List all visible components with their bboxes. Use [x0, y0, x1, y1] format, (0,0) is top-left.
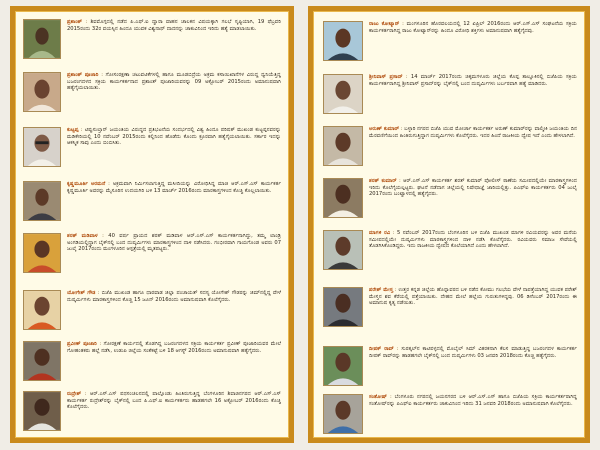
victim-name: ರಾಜು ಕೋಟ್ಯಾನ್ [369, 21, 400, 27]
portrait-photo [323, 346, 363, 386]
victim-description: ಆರ್.ಎಸ್.ಎಸ್ ಪಥಸಂಚಲನದಲ್ಲಿ ಪಾಲ್ಗೊಂಡು ಹಿಂತಿರುಗುತ್ತಿದ್ದ ಬೆಂಗಳೂರಿನ ಶಿವಾಜಿನಗರದ ಆರ್.ಎಸ್.ಎಸ್ ಕಾರ್ಯಕರ್ತ ರುದ್ರೇಶ್‌ರನ್ನು ಬೈಕ್‌ನಲ್ಲಿ ಬಂದ ಪಿ.ಎಫ್.ಐ ಕಾರ್ಯಕರ್ತರು ಹಾಡಹಗಲೇ 16 ಅಕ್ಟೋಬರ್ 2016ರಂದು ಕೊಚ್ಚಿ ಕೊಲೆಗೈದರು. [67, 391, 281, 411]
portrait-photo [23, 72, 61, 112]
entry-text: ಸಂತೋಷ್ : ಬೆಂಗಳೂರು ನಗರದಲ್ಲಿ ಜಯನಗರದ ಬಳಿ ಆರ್.ಎಸ್.ಎಸ್ ಹಾಗೂ ಬಿಜೆಪಿಯ ಸಕ್ರಿಯ ಕಾರ್ಯಕರ್ತರಾಗಿದ್ದ ಸಂತೋಷ್‌ರನ್ನು ಪಿಎಫ್‌ಐ ಕಾರ್ಯಕರ್ತರು ಚಾಕುವಿನಿಂದ ಇರಿದು 31 ಜನವರಿ 2018ರಂದು ಅಮಾನುಷವಾಗಿ ಕೊಲೆಗೈದರು. [369, 394, 577, 407]
victim-name: ಕೃಷ್ಣಮೂರ್ತಿ ಅರಮನೆ [67, 181, 106, 187]
entry-text: ಯೋಗೇಶ್ ಗೌಡ : ಬಿಜೆಪಿ ಮುಖಂಡ ಹಾಗೂ ಧಾರವಾಡ ಜಿಲ್ಲಾ ಪಂಚಾಯತ್ ಸದಸ್ಯ ಯೋಗೇಶ್ ಗೌಡರನ್ನು ಜಿಮ್‌ನಲ್ಲಿದ್ದ ವೇಳೆ ದುಷ್ಕರ್ಮಿಗಳು ಮಾರಕಾಸ್ತ್ರಗಳಿಂದ ಕೊಚ್ಚಿ 15 ಜೂನ್ 2016ರಂದು ಅಮಾನುಷವಾಗಿ ಕೊಲೆಗೈದರು. [67, 290, 281, 303]
entry-text: ಕುಟ್ಟಪ್ಪ : ಟಿಪ್ಪುಸುಲ್ತಾನ್ ಜಯಂತಿಯ ವಿರುದ್ಧದ ಪ್ರತಿಭಟನೆಯ ಸಂದರ್ಭದಲ್ಲಿ ವಿಶ್ವ ಹಿಂದೂ ಪರಿಷತ್ ಮುಖಂಡ ಕುಟ್ಟಪ್ಪನವರನ್ನು ಮಡಿಕೇರಿಯಲ್ಲಿ 10 ನವೆಂಬರ್ 2015ರಂದು ಕಲ್ಲಿನಿಂದ ಹೊಡೆದು ಕೊಂದು ಕ್ರೂರವಾಗಿ ಹತ್ಯೆಗೈಯಲಾಯಿತು. ಸರ್ಕಾರ ಇದನ್ನು ಆಕಸ್ಮಿಕ ಸಾವು ಎಂದು ಬಿಂಬಿಸಿತು. [67, 127, 281, 147]
victim-description: ಬಿಜೆಪಿ ಮುಖಂಡ ಹಾಗೂ ಧಾರವಾಡ ಜಿಲ್ಲಾ ಪಂಚಾಯತ್ ಸದಸ್ಯ ಯೋಗೇಶ್ ಗೌಡರನ್ನು ಜಿಮ್‌ನಲ್ಲಿದ್ದ ವೇಳೆ ದುಷ್ಕರ್ಮಿಗಳು ಮಾರಕಾಸ್ತ್ರಗಳಿಂದ ಕೊಚ್ಚಿ 15 ಜೂನ್ 2016ರಂದು ಅಮಾನುಷವಾಗಿ ಕೊಲೆಗೈದರು. [67, 290, 281, 303]
portrait-photo [23, 181, 61, 221]
entry-text: ರಾಜು ಕೋಟ್ಯಾನ್ : ಮಂಗಳೂರಿನ ಹೊರವಲಯದಲ್ಲಿ 12 ಏಪ್ರಿಲ್ 2016ರಂದು ಆರ್.ಎಸ್.ಎಸ್ ಸಂಘಟನೆಯ ಸಕ್ರಿಯ ಕಾರ್ಯಕರ್ತರಾಗಿದ್ದ ರಾಜು ಕೋಟ್ಯಾನ್‌ರನ್ನು ಹಿಂದೂ ವಿರೋಧಿ ಶಕ್ತಿಗಳು ಅಮಾನುಷವಾಗಿ ಹತ್ಯೆಗೈದವು. [369, 21, 577, 34]
victim-description: ಆರ್.ಎಸ್.ಎಸ್ ಕಾರ್ಯಕರ್ತ ಶರತ್ ಕುಮಾರ್ ಪೋಲೀಸ್ ಠಾಣೆಯ ಸಮೀಪದಲ್ಲಿಯೇ ಮಾರಕಾಸ್ತ್ರಗಳಿಂದ ಇರಿದು ಕೊಲೆಗೈಯಲ್ಪಟ್ಟರು. ಘಟನೆ ನಡೆದಾಗ ಜಿಲ್ಲೆಯಲ್ಲಿ ನಿಷೇಧಾಜ್ಞೆ ಜಾರಿಯಲ್ಲಿತ್ತು. ಪಿಎಫ್‌ಐ ಕಾರ್ಯಕರ್ತರು 04 ಜುಲೈ 2017ರಂದು ಬಂಟ್ವಾಳದಲ್ಲಿ ಹತ್ಯೆಗೈದರು. [369, 178, 577, 198]
victim-description: ಮಂಗಳೂರಿನ ಹೊರವಲಯದಲ್ಲಿ 12 ಏಪ್ರಿಲ್ 2016ರಂದು ಆರ್.ಎಸ್.ಎಸ್ ಸಂಘಟನೆಯ ಸಕ್ರಿಯ ಕಾರ್ಯಕರ್ತರಾಗಿದ್ದ ರಾಜು ಕೋಟ್ಯಾನ್‌ರನ್ನು ಹಿಂದೂ ವಿರೋಧಿ ಶಕ್ತಿಗಳು ಅಮಾನುಷವಾಗಿ ಹತ್ಯೆಗೈದವು. [369, 21, 577, 34]
victim-name: ರುದ್ರೇಶ್ [67, 391, 82, 397]
portrait-photo [23, 127, 61, 167]
entry-text: ಪ್ರಶಾಂತ್ ಪೂಜಾರಿ : ಗೋಸಂರಕ್ಷಣಾ ಚಟುವಟಿಕೆಗಳಲ್ಲಿ ಹಾಗೂ ಮೂಡಬಿದ್ರೆಯ ಅಕ್ರಮ ಕಸಾಯಿಖಾನೆಗಳ ವಿರುದ್ಧ ಧ್ವನಿಯೆತ್ತಿದ್ದ ಬಜರಂಗದಳದ ಸಕ್ರಿಯ ಕಾರ್ಯಕರ್ತನಾದ ಪ್ರಶಾಂತ್ ಪೂಜಾರಿಯವರನ್ನು 09 ಅಕ್ಟೋಬರ್ 2015ರಂದು ಅಮಾನುಷವಾಗಿ ಹತ್ಯೆಗೈಯಲಾಯಿತು. [67, 72, 281, 92]
victim-description: 40 ವರ್ಷ ಪ್ರಾಯದ ಶರತ್ ಮಡಿವಾಳ ಆರ್.ಎಸ್.ಎಸ್ ಕಾರ್ಯಕರ್ತನಾಗಿದ್ದು, ತಮ್ಮ ಲಾಂಡ್ರಿ ಅಂಗಡಿಯಲ್ಲಿದ್ದಾಗ ಬೈಕ್‌ನಲ್ಲಿ ಬಂದ ದುಷ್ಕರ್ಮಿಗಳು ಮಾರಕಾಸ್ತ್ರಗಳಿಂದ ದಾಳಿ ನಡೆಸಿದರು. ಗಂಭೀರವಾಗಿ ಗಾಯಗೊಂಡ ಅವರು 07 ಜುಲೈ 2017ರಂದು ಮಂಗಳೂರಿನ ಆಸ್ಪತ್ರೆಯಲ್ಲಿ ಮೃತಪಟ್ಟರು. [67, 233, 281, 253]
portrait-photo [323, 178, 363, 218]
portrait-photo [323, 21, 363, 61]
portrait-photo [323, 287, 363, 327]
portrait-photo [323, 126, 363, 166]
victim-name: ಶರತ್ ಕುಮಾರ್ [369, 178, 397, 184]
victim-description: ಉತ್ತರ ಕನ್ನಡ ಜಿಲ್ಲೆಯ ಹೊನ್ನಾವರದ ಬಳಿ ನಡೆದ ಕೋಮು ಗಲಭೆಯ ವೇಳೆ ನಾಪತ್ತೆಯಾಗಿದ್ದ ಯುವಕ ಪರೇಶ್ ಮೇಸ್ತನ ಶವ ಕೆರೆಯಲ್ಲಿ ಪತ್ತೆಯಾಯಿತು. ದೇಹದ ಮೇಲೆ ಹಲ್ಲೆಯ ಗುರುತುಗಳಿದ್ದವು. 06 ಡಿಸೆಂಬರ್ 2017ರಂದು ಈ ಅಮಾನುಷ ಕೃತ್ಯ ನಡೆಯಿತು. [369, 287, 577, 307]
entry-text: ಶರತ್ ಮಡಿವಾಳ : 40 ವರ್ಷ ಪ್ರಾಯದ ಶರತ್ ಮಡಿವಾಳ ಆರ್.ಎಸ್.ಎಸ್ ಕಾರ್ಯಕರ್ತನಾಗಿದ್ದು, ತಮ್ಮ ಲಾಂಡ್ರಿ ಅಂಗಡಿಯಲ್ಲಿದ್ದಾಗ ಬೈಕ್‌ನಲ್ಲಿ ಬಂದ ದುಷ್ಕರ್ಮಿಗಳು ಮಾರಕಾಸ್ತ್ರಗಳಿಂದ ದಾಳಿ ನಡೆಸಿದರು. ಗಂಭೀರವಾಗಿ ಗಾಯಗೊಂಡ ಅವರು 07 ಜುಲೈ 2017ರಂದು ಮಂಗಳೂರಿನ ಆಸ್ಪತ್ರೆಯಲ್ಲಿ ಮೃತಪಟ್ಟರು. [67, 233, 281, 253]
portrait-photo [323, 74, 363, 114]
entry-text: ಶ್ರೀನಿವಾಸ್ ಪ್ರಸಾದ್ : 14 ಮಾರ್ಚ್ 2017ರಂದು ಚಿಕ್ಕಮಗಳೂರು ಜಿಲ್ಲೆಯ ಕೊಪ್ಪ ತಾಲ್ಲೂಕಿನಲ್ಲಿ ಬಿಜೆಪಿಯ ಸಕ್ರಿಯ ಕಾರ್ಯಕರ್ತರಾಗಿದ್ದ ಶ್ರೀನಿವಾಸ್ ಪ್ರಸಾದ್‌ರನ್ನು ಬೈಕ್‌ನಲ್ಲಿ ಬಂದ ದುಷ್ಕರ್ಮಿಗಳು ಬರ್ಬರವಾಗಿ ಹತ್ಯೆ ಮಾಡಿದರು. [369, 74, 577, 87]
victim-description: ಬಳ್ಳಾರಿ ನಗರದ ಬಿಜೆಪಿ ಯುವ ಮೋರ್ಚಾ ಕಾರ್ಯಕರ್ತ ಅರುಣ್ ಕುಮಾರ್‌ರನ್ನು ವಾಲ್ಮೀಕಿ ಜಯಂತಿಯ ದಿನ ಮೆರವಣಿಗೆಯಿಂದ ಹಿಂತಿರುಗುತ್ತಿದ್ದಾಗ ದುಷ್ಕರ್ಮಿಗಳು ಕೊಲೆಗೈದರು. ಇದರ ಹಿಂದೆ ರಾಜಕೀಯ ದ್ವೇಷ ಇದೆ ಎಂದು ಹೇಳಲಾಗಿದೆ. [369, 126, 577, 139]
entry-text: ಮಾಗಳಿ ರವಿ : 5 ನವೆಂಬರ್ 2017ರಂದು ಬೆಂಗಳೂರಿನ ಬಳಿ ಬಿಜೆಪಿ ಮುಖಂಡ ಮಾಗಳಿ ರವಿಯವರನ್ನು ಅವರ ಮನೆಯ ಸಮೀಪದಲ್ಲಿಯೇ ದುಷ್ಕರ್ಮಿಗಳು ಮಾರಕಾಸ್ತ್ರಗಳಿಂದ ದಾಳಿ ನಡೆಸಿ ಕೊಲೆಗೈದರು. ರವಿಯವರು ಸಮಾಜ ಸೇವೆಯಲ್ಲಿ ತೊಡಗಿಸಿಕೊಂಡಿದ್ದರು. ಇದು ರಾಜಕೀಯ ದ್ವೇಷದ ಕೊಲೆಯಾಗಿದೆ ಎಂದು ಹೇಳಲಾಗಿದೆ. [369, 230, 577, 250]
victim-name: ಶರತ್ ಮಡಿವಾಳ [67, 233, 98, 239]
entry-text: ಪ್ರಶಾಂತ್ : ಶಿವಮೊಗ್ಗದಲ್ಲಿ ನಡೆದ ಪಿ.ಎಫ್.ಐ ದ್ವಾರಾ ವಾಹನ ಚಾಲಕನ ವಿಷಯಕ್ಕಾಗಿ ಗಲಭೆ ಸೃಷ್ಟಿಯಾಗಿ, 19 ಫೆಬ್ರವರಿ 2015ರಂದು 32ರ ವಯಸ್ಸಿನ ಹಿಂದೂ ಯುವಕ ವಿಶ್ವನಾಥ್ ದಾದನನ್ನು ಚಾಕುವಿನಿಂದ ಇರಿದು ಹತ್ಯೆ ಮಾಡಲಾಯಿತು. [67, 19, 281, 32]
victim-name: ಪರೇಶ್ ಮೇಸ್ತ [369, 287, 394, 293]
victim-description: ಟಿಪ್ಪುಸುಲ್ತಾನ್ ಜಯಂತಿಯ ವಿರುದ್ಧದ ಪ್ರತಿಭಟನೆಯ ಸಂದರ್ಭದಲ್ಲಿ ವಿಶ್ವ ಹಿಂದೂ ಪರಿಷತ್ ಮುಖಂಡ ಕುಟ್ಟಪ್ಪನವರನ್ನು ಮಡಿಕೇರಿಯಲ್ಲಿ 10 ನವೆಂಬರ್ 2015ರಂದು ಕಲ್ಲಿನಿಂದ ಹೊಡೆದು ಕೊಂದು ಕ್ರೂರವಾಗಿ ಹತ್ಯೆಗೈಯಲಾಯಿತು. ಸರ್ಕಾರ ಇದನ್ನು ಆಕಸ್ಮಿಕ ಸಾವು ಎಂದು ಬಿಂಬಿಸಿತು. [67, 127, 281, 147]
victim-name: ಪ್ರಶಾಂತ್ [67, 19, 82, 25]
victim-name: ಸಂತೋಷ್ [369, 394, 388, 400]
portrait-photo [323, 230, 363, 270]
victim-description: ಅಕ್ರಮವಾಗಿ ನಿರ್ಮಿಸಲಾಗುತ್ತಿದ್ದ ಮಸೀದಿಯನ್ನು ವಿರೋಧಿಸಿದ್ದ ಮಾಜಿ ಆರ್.ಎಸ್.ಎಸ್ ಕಾರ್ಯಕರ್ತ ಕೃಷ್ಣಮೂರ್ತಿ ಅವರನ್ನು ಮೈಸೂರಿನ ಉದಯಗಿರಿ ಬಳಿ 13 ಮಾರ್ಚ್ 2016ರಂದು ಮಾರಕಾಸ್ತ್ರಗಳಿಂದ ಕೊಚ್ಚಿ ಕೊಲ್ಲಲಾಯಿತು. [67, 181, 281, 194]
victim-description: ಗೋಸಂರಕ್ಷಣಾ ಚಟುವಟಿಕೆಗಳಲ್ಲಿ ಹಾಗೂ ಮೂಡಬಿದ್ರೆಯ ಅಕ್ರಮ ಕಸಾಯಿಖಾನೆಗಳ ವಿರುದ್ಧ ಧ್ವನಿಯೆತ್ತಿದ್ದ ಬಜರಂಗದಳದ ಸಕ್ರಿಯ ಕಾರ್ಯಕರ್ತನಾದ ಪ್ರಶಾಂತ್ ಪೂಜಾರಿಯವರನ್ನು 09 ಅಕ್ಟೋಬರ್ 2015ರಂದು ಅಮಾನುಷವಾಗಿ ಹತ್ಯೆಗೈಯಲಾಯಿತು. [67, 72, 281, 92]
victim-name: ಪ್ರವೀಣ್ ಪೂಜಾರಿ [67, 341, 97, 347]
entry-text: ಪರೇಶ್ ಮೇಸ್ತ : ಉತ್ತರ ಕನ್ನಡ ಜಿಲ್ಲೆಯ ಹೊನ್ನಾವರದ ಬಳಿ ನಡೆದ ಕೋಮು ಗಲಭೆಯ ವೇಳೆ ನಾಪತ್ತೆಯಾಗಿದ್ದ ಯುವಕ ಪರೇಶ್ ಮೇಸ್ತನ ಶವ ಕೆರೆಯಲ್ಲಿ ಪತ್ತೆಯಾಯಿತು. ದೇಹದ ಮೇಲೆ ಹಲ್ಲೆಯ ಗುರುತುಗಳಿದ್ದವು. 06 ಡಿಸೆಂಬರ್ 2017ರಂದು ಈ ಅಮಾನುಷ ಕೃತ್ಯ ನಡೆಯಿತು. [369, 287, 577, 307]
portrait-photo [23, 341, 61, 381]
entry-text: ಕೃಷ್ಣಮೂರ್ತಿ ಅರಮನೆ : ಅಕ್ರಮವಾಗಿ ನಿರ್ಮಿಸಲಾಗುತ್ತಿದ್ದ ಮಸೀದಿಯನ್ನು ವಿರೋಧಿಸಿದ್ದ ಮಾಜಿ ಆರ್.ಎಸ್.ಎಸ್ ಕಾರ್ಯಕರ್ತ ಕೃಷ್ಣಮೂರ್ತಿ ಅವರನ್ನು ಮೈಸೂರಿನ ಉದಯಗಿರಿ ಬಳಿ 13 ಮಾರ್ಚ್ 2016ರಂದು ಮಾರಕಾಸ್ತ್ರಗಳಿಂದ ಕೊಚ್ಚಿ ಕೊಲ್ಲಲಾಯಿತು. [67, 181, 281, 194]
victim-name: ಶ್ರೀನಿವಾಸ್ ಪ್ರಸಾದ್ [369, 74, 403, 80]
left-panel [10, 6, 294, 443]
victim-name: ಅರುಣ್ ಕುಮಾರ್ [369, 126, 400, 132]
right-panel [308, 6, 590, 443]
portrait-photo [323, 394, 363, 434]
victim-description: ಬೆಂಗಳೂರು ನಗರದಲ್ಲಿ ಜಯನಗರದ ಬಳಿ ಆರ್.ಎಸ್.ಎಸ್ ಹಾಗೂ ಬಿಜೆಪಿಯ ಸಕ್ರಿಯ ಕಾರ್ಯಕರ್ತರಾಗಿದ್ದ ಸಂತೋಷ್‌ರನ್ನು ಪಿಎಫ್‌ಐ ಕಾರ್ಯಕರ್ತರು ಚಾಕುವಿನಿಂದ ಇರಿದು 31 ಜನವರಿ 2018ರಂದು ಅಮಾನುಷವಾಗಿ ಕೊಲೆಗೈದರು. [369, 394, 577, 407]
portrait-photo [23, 391, 61, 431]
victim-description: ಶಿವಮೊಗ್ಗದಲ್ಲಿ ನಡೆದ ಪಿ.ಎಫ್.ಐ ದ್ವಾರಾ ವಾಹನ ಚಾಲಕನ ವಿಷಯಕ್ಕಾಗಿ ಗಲಭೆ ಸೃಷ್ಟಿಯಾಗಿ, 19 ಫೆಬ್ರವರಿ 2015ರಂದು 32ರ ವಯಸ್ಸಿನ ಹಿಂದೂ ಯುವಕ ವಿಶ್ವನಾಥ್ ದಾದನನ್ನು ಚಾಕುವಿನಿಂದ ಇರಿದು ಹತ್ಯೆ ಮಾಡಲಾಯಿತು. [67, 19, 281, 32]
entry-text: ದೀಪಕ್ ರಾವ್ : ಸುರತ್ಕಲ್‌ನ ಕಾಟಿಪಳ್ಳದಲ್ಲಿ ಮೊಬೈಲ್ ಸಿಮ್ ವಿತರಕನಾಗಿ ಕೆಲಸ ಮಾಡುತ್ತಿದ್ದ ಬಜರಂಗದಳ ಕಾರ್ಯಕರ್ತ ದೀಪಕ್ ರಾವ್‌ರನ್ನು ಹಾಡಹಗಲೇ ಬೈಕ್‌ನಲ್ಲಿ ಬಂದ ದುಷ್ಕರ್ಮಿಗಳು 03 ಜನವರಿ 2018ರಂದು ಕೊಚ್ಚಿ ಹತ್ಯೆಗೈದರು. [369, 346, 577, 359]
victim-description: 14 ಮಾರ್ಚ್ 2017ರಂದು ಚಿಕ್ಕಮಗಳೂರು ಜಿಲ್ಲೆಯ ಕೊಪ್ಪ ತಾಲ್ಲೂಕಿನಲ್ಲಿ ಬಿಜೆಪಿಯ ಸಕ್ರಿಯ ಕಾರ್ಯಕರ್ತರಾಗಿದ್ದ ಶ್ರೀನಿವಾಸ್ ಪ್ರಸಾದ್‌ರನ್ನು ಬೈಕ್‌ನಲ್ಲಿ ಬಂದ ದುಷ್ಕರ್ಮಿಗಳು ಬರ್ಬರವಾಗಿ ಹತ್ಯೆ ಮಾಡಿದರು. [369, 74, 577, 87]
victim-description: 5 ನವೆಂಬರ್ 2017ರಂದು ಬೆಂಗಳೂರಿನ ಬಳಿ ಬಿಜೆಪಿ ಮುಖಂಡ ಮಾಗಳಿ ರವಿಯವರನ್ನು ಅವರ ಮನೆಯ ಸಮೀಪದಲ್ಲಿಯೇ ದುಷ್ಕರ್ಮಿಗಳು ಮಾರಕಾಸ್ತ್ರಗಳಿಂದ ದಾಳಿ ನಡೆಸಿ ಕೊಲೆಗೈದರು. ರವಿಯವರು ಸಮಾಜ ಸೇವೆಯಲ್ಲಿ ತೊಡಗಿಸಿಕೊಂಡಿದ್ದರು. ಇದು ರಾಜಕೀಯ ದ್ವೇಷದ ಕೊಲೆಯಾಗಿದೆ ಎಂದು ಹೇಳಲಾಗಿದೆ. [369, 230, 577, 250]
victim-name: ಪ್ರಶಾಂತ್ ಪೂಜಾರಿ [67, 72, 99, 78]
entry-text: ಪ್ರವೀಣ್ ಪೂಜಾರಿ : ಗೋರಕ್ಷಣೆ ಕಾರ್ಯದಲ್ಲಿ ತೊಡಗಿದ್ದ ಬಜರಂಗದಳದ ಸಕ್ರಿಯ ಕಾರ್ಯಕರ್ತ ಪ್ರವೀಣ್ ಪೂಜಾರಿಯವರ ಮೇಲೆ ಗೋಹಂತಕರು ಹಲ್ಲೆ ನಡೆಸಿ, ಉಡುಪಿ ಜಿಲ್ಲೆಯ ಸಂತೆಕಟ್ಟೆ ಬಳಿ 18 ಆಗಸ್ಟ್ 2016ರಂದು ಅಮಾನುಷವಾಗಿ ಹತ್ಯೆಗೈದರು. [67, 341, 281, 354]
entry-text: ಶರತ್ ಕುಮಾರ್ : ಆರ್.ಎಸ್.ಎಸ್ ಕಾರ್ಯಕರ್ತ ಶರತ್ ಕುಮಾರ್ ಪೋಲೀಸ್ ಠಾಣೆಯ ಸಮೀಪದಲ್ಲಿಯೇ ಮಾರಕಾಸ್ತ್ರಗಳಿಂದ ಇರಿದು ಕೊಲೆಗೈಯಲ್ಪಟ್ಟರು. ಘಟನೆ ನಡೆದಾಗ ಜಿಲ್ಲೆಯಲ್ಲಿ ನಿಷೇಧಾಜ್ಞೆ ಜಾರಿಯಲ್ಲಿತ್ತು. ಪಿಎಫ್‌ಐ ಕಾರ್ಯಕರ್ತರು 04 ಜುಲೈ 2017ರಂದು ಬಂಟ್ವಾಳದಲ್ಲಿ ಹತ್ಯೆಗೈದರು. [369, 178, 577, 198]
victim-name: ಮಾಗಳಿ ರವಿ [369, 230, 391, 236]
portrait-photo [23, 19, 61, 59]
portrait-photo [23, 233, 61, 273]
victim-description: ಸುರತ್ಕಲ್‌ನ ಕಾಟಿಪಳ್ಳದಲ್ಲಿ ಮೊಬೈಲ್ ಸಿಮ್ ವಿತರಕನಾಗಿ ಕೆಲಸ ಮಾಡುತ್ತಿದ್ದ ಬಜರಂಗದಳ ಕಾರ್ಯಕರ್ತ ದೀಪಕ್ ರಾವ್‌ರನ್ನು ಹಾಡಹಗಲೇ ಬೈಕ್‌ನಲ್ಲಿ ಬಂದ ದುಷ್ಕರ್ಮಿಗಳು 03 ಜನವರಿ 2018ರಂದು ಕೊಚ್ಚಿ ಹತ್ಯೆಗೈದರು. [369, 346, 577, 359]
victim-name: ದೀಪಕ್ ರಾವ್ [369, 346, 394, 352]
victim-description: ಗೋರಕ್ಷಣೆ ಕಾರ್ಯದಲ್ಲಿ ತೊಡಗಿದ್ದ ಬಜರಂಗದಳದ ಸಕ್ರಿಯ ಕಾರ್ಯಕರ್ತ ಪ್ರವೀಣ್ ಪೂಜಾರಿಯವರ ಮೇಲೆ ಗೋಹಂತಕರು ಹಲ್ಲೆ ನಡೆಸಿ, ಉಡುಪಿ ಜಿಲ್ಲೆಯ ಸಂತೆಕಟ್ಟೆ ಬಳಿ 18 ಆಗಸ್ಟ್ 2016ರಂದು ಅಮಾನುಷವಾಗಿ ಹತ್ಯೆಗೈದರು. [67, 341, 281, 354]
victim-name: ಕುಟ್ಟಪ್ಪ [67, 127, 79, 133]
portrait-photo [23, 290, 61, 330]
entry-text: ಅರುಣ್ ಕುಮಾರ್ : ಬಳ್ಳಾರಿ ನಗರದ ಬಿಜೆಪಿ ಯುವ ಮೋರ್ಚಾ ಕಾರ್ಯಕರ್ತ ಅರುಣ್ ಕುಮಾರ್‌ರನ್ನು ವಾಲ್ಮೀಕಿ ಜಯಂತಿಯ ದಿನ ಮೆರವಣಿಗೆಯಿಂದ ಹಿಂತಿರುಗುತ್ತಿದ್ದಾಗ ದುಷ್ಕರ್ಮಿಗಳು ಕೊಲೆಗೈದರು. ಇದರ ಹಿಂದೆ ರಾಜಕೀಯ ದ್ವೇಷ ಇದೆ ಎಂದು ಹೇಳಲಾಗಿದೆ. [369, 126, 577, 139]
victim-name: ಯೋಗೇಶ್ ಗೌಡ [67, 290, 96, 296]
entry-text: ರುದ್ರೇಶ್ : ಆರ್.ಎಸ್.ಎಸ್ ಪಥಸಂಚಲನದಲ್ಲಿ ಪಾಲ್ಗೊಂಡು ಹಿಂತಿರುಗುತ್ತಿದ್ದ ಬೆಂಗಳೂರಿನ ಶಿವಾಜಿನಗರದ ಆರ್.ಎಸ್.ಎಸ್ ಕಾರ್ಯಕರ್ತ ರುದ್ರೇಶ್‌ರನ್ನು ಬೈಕ್‌ನಲ್ಲಿ ಬಂದ ಪಿ.ಎಫ್.ಐ ಕಾರ್ಯಕರ್ತರು ಹಾಡಹಗಲೇ 16 ಅಕ್ಟೋಬರ್ 2016ರಂದು ಕೊಚ್ಚಿ ಕೊಲೆಗೈದರು. [67, 391, 281, 411]
